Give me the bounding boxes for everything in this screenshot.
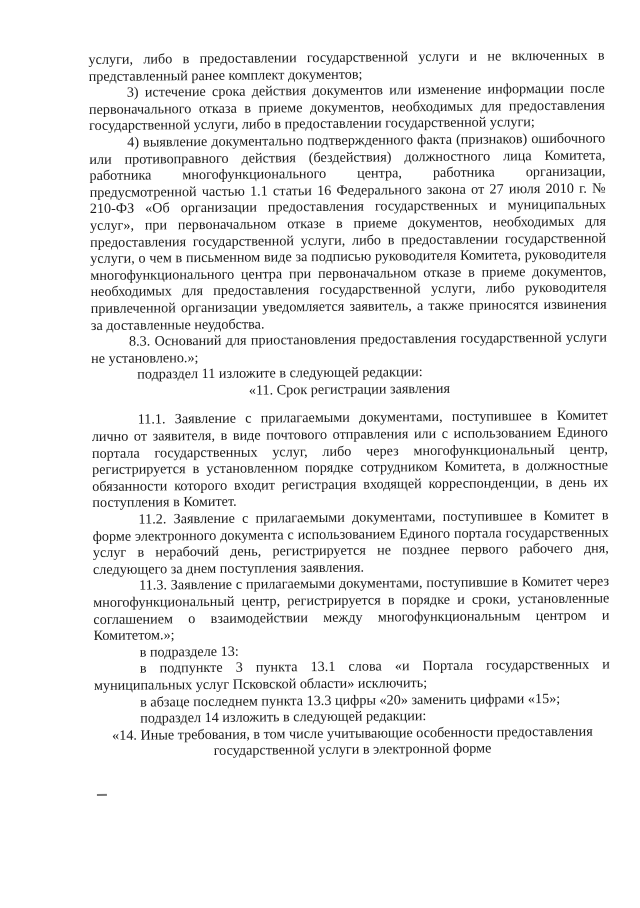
paragraph-8-3: 8.3. Оснований для приостановления предоставления государственной услуги не установлено.»; <box>91 329 608 367</box>
paragraph-11-1: 11.1. Заявление с прилагаемыми документами, поступившее в Комитет лично от заявителя, в виде почтового отправления или с использованием Единого портала государственных услуг, либо через многофункциональный центр, регистрируется в установленном порядке сотрудником Комитета, в должностные обязанности которого входит регистрация входящей корреспонденции, в день их поступления в Комитет. <box>91 407 609 512</box>
section-heading-11: «11. Срок регистрации заявления <box>248 380 451 399</box>
paragraph-subsection-11-intro: подраздел 11 изложите в следующей редакции: <box>137 364 423 383</box>
paragraph-subsection-14-intro: подраздел 14 изложить в следующей редакции: <box>140 708 427 727</box>
paragraph-13-3: в абзаце последнем пункта 13.3 цифры «20» заменить цифрами «15»; <box>140 690 561 711</box>
margin-mark <box>97 794 107 796</box>
paragraph-13-1: в подпункте 3 пункта 13.1 слова «и Портала государственных и муниципальных услуг Псковской области» исключить; <box>93 656 610 694</box>
paragraph-item-4: 4) выявление документально подтвержденного факта (признаков) ошибочного или противоправного действия (бездействия) должностного лица Комитета, работника многофункционального центра, работника организации, предусмотренной частью 1.1 статьи 16 Федерального закона от 27 июля 2010 г. № 210-ФЗ «Об организации предоставления государственных и муниципальных услуг», при первоначальном отказе в приеме документов, необходимых для предоставления государственной услуги, либо в предоставлении государственной услуги, о чем в письменном виде за подписью руководителя Комитета, руководителя многофункционального центра при первоначальном отказе в приеме документов, необходимых для предоставления государственной услуги, либо руководителя привлеченной организации уведомляется заявитель, а также приносятся извинения за доставленные неудобства. <box>89 130 607 334</box>
paragraph-item-3: 3) истечение срока действия документов или изменение информации после первоначального отказа в приеме документов, необходимых для предоставления государственной услуги, либо в предоставлении государственной услуги; <box>88 80 605 135</box>
paragraph-continuation: услуги, либо в предоставлении государственной услуги и не включенных в представленный ранее комплект документов; <box>88 47 605 85</box>
section-heading-14: «14. Иные требования, в том числе учитывающие особенности предоставления государственной услуги в электронной форме <box>112 723 593 760</box>
paragraph-subsection-13: в подразделе 13: <box>139 643 239 661</box>
paragraph-11-2: 11.2. Заявление с прилагаемыми документами, поступившее в Комитет в форме электронного документа с использованием Единого портала государственных услуг в нерабочий день, регистрируется не позднее первого рабочего дня, следующего за днем поступления заявления. <box>92 507 609 578</box>
paragraph-11-3: 11.3. Заявление с прилагаемыми документами, поступившие в Комитет через многофункциональный центр, регистрируется в порядке и сроки, установленные соглашением о взаимодействии между многофункциональным центром и Комитетом.»; <box>93 573 610 645</box>
